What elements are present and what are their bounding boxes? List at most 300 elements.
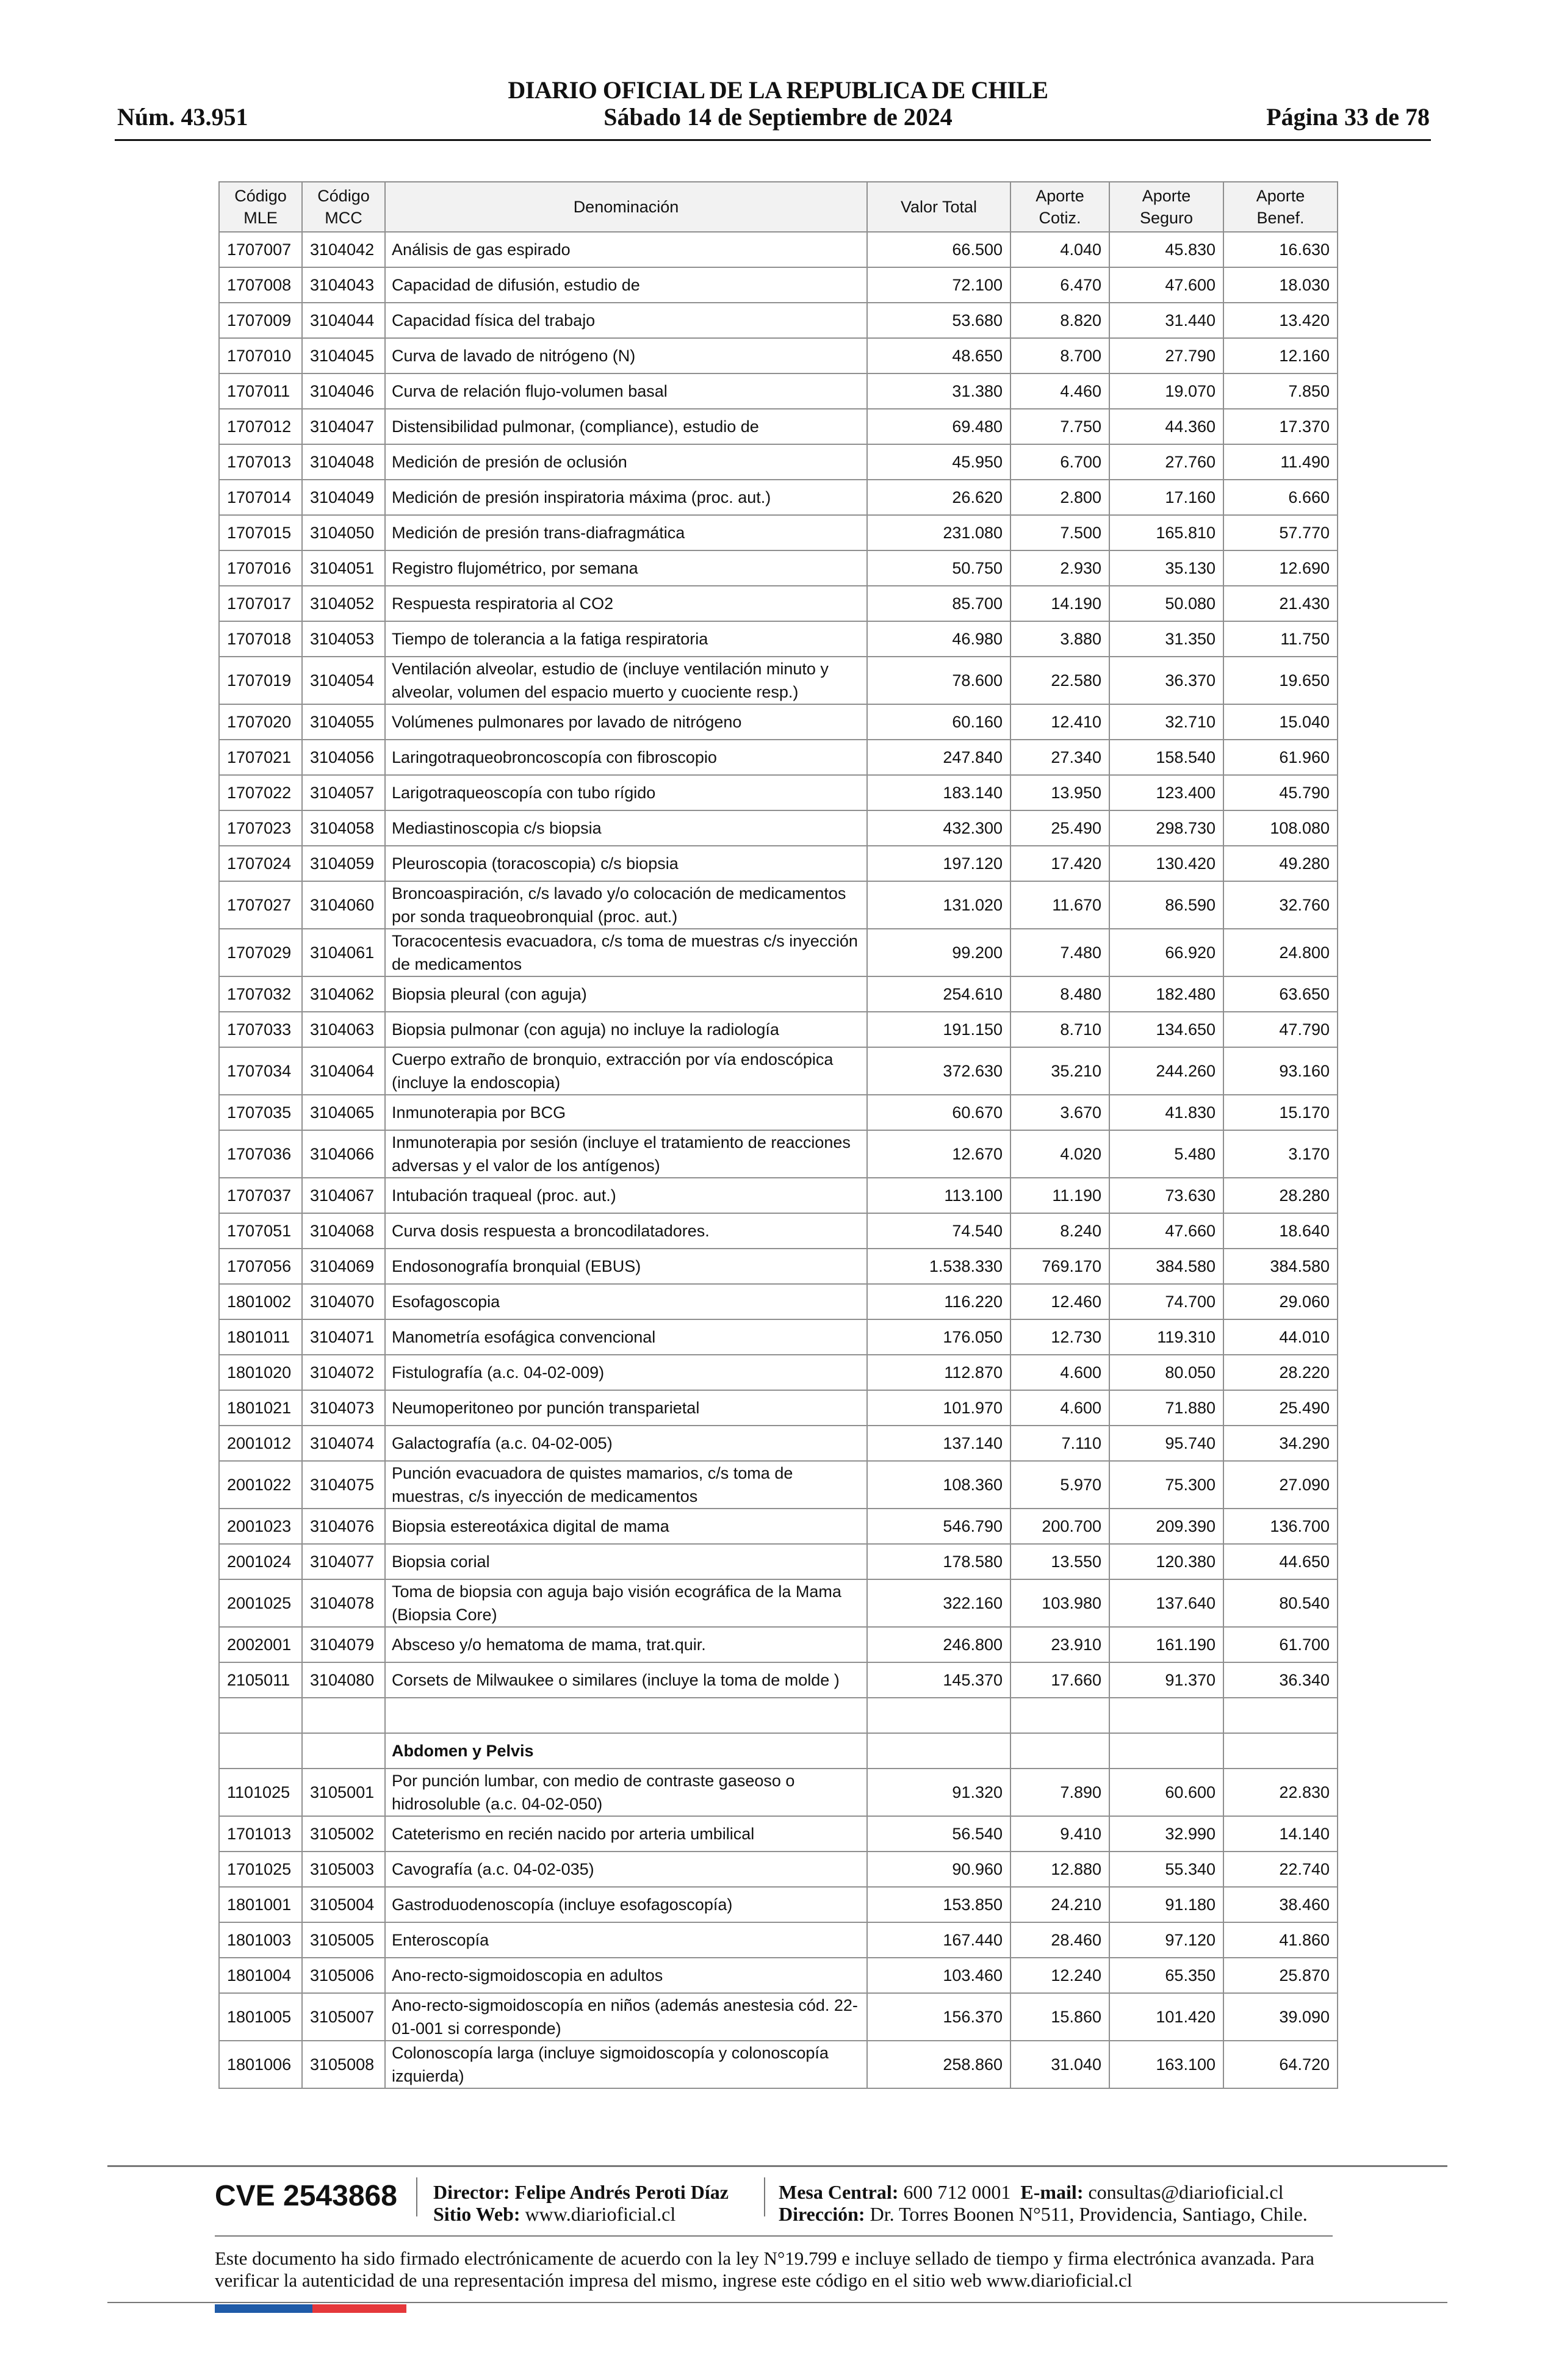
cell-valor-total: 116.220 bbox=[867, 1284, 1010, 1319]
cell-aporte-benef: 28.280 bbox=[1223, 1178, 1338, 1213]
cell-mcc: 3104061 bbox=[302, 929, 385, 976]
cell-aporte-cotiz: 11.670 bbox=[1010, 881, 1109, 929]
cell-aporte-cotiz: 7.480 bbox=[1010, 929, 1109, 976]
cell-mcc: 3105002 bbox=[302, 1816, 385, 1852]
cell-denominacion: Capacidad física del trabajo bbox=[385, 303, 867, 338]
cell-aporte-cotiz: 8.240 bbox=[1010, 1213, 1109, 1249]
cell-aporte-cotiz: 13.550 bbox=[1010, 1544, 1109, 1579]
cell-mle: 1707016 bbox=[219, 550, 302, 586]
col-header-mcc: Código MCC bbox=[302, 182, 385, 232]
cell-aporte-seguro: 80.050 bbox=[1109, 1355, 1223, 1390]
cell-aporte-seguro bbox=[1109, 1698, 1223, 1733]
cell-aporte-benef: 22.740 bbox=[1223, 1852, 1338, 1887]
cell-aporte-benef: 11.490 bbox=[1223, 444, 1338, 480]
cell-valor-total: 91.320 bbox=[867, 1769, 1010, 1816]
cell-mle: 1707008 bbox=[219, 267, 302, 303]
cell-mcc: 3104051 bbox=[302, 550, 385, 586]
cell-mle: 1701025 bbox=[219, 1852, 302, 1887]
cell-aporte-seguro: 27.760 bbox=[1109, 444, 1223, 480]
cell-mle: 1707033 bbox=[219, 1012, 302, 1047]
cell-aporte-seguro: 163.100 bbox=[1109, 2041, 1223, 2088]
cell-denominacion: Volúmenes pulmonares por lavado de nitrógeno bbox=[385, 704, 867, 740]
cell-mle: 1707011 bbox=[219, 373, 302, 409]
cell-valor-total: 53.680 bbox=[867, 303, 1010, 338]
cell-denominacion: Curva de lavado de nitrógeno (N) bbox=[385, 338, 867, 373]
cell-valor-total: 56.540 bbox=[867, 1816, 1010, 1852]
cell-aporte-benef: 34.290 bbox=[1223, 1426, 1338, 1461]
cell-valor-total: 108.360 bbox=[867, 1461, 1010, 1509]
cell-valor-total: 178.580 bbox=[867, 1544, 1010, 1579]
cell-aporte-seguro: 86.590 bbox=[1109, 881, 1223, 929]
cell-mcc: 3104045 bbox=[302, 338, 385, 373]
page-header bbox=[0, 0, 1556, 146]
cell-mcc: 3104079 bbox=[302, 1627, 385, 1662]
cell-aporte-seguro: 45.830 bbox=[1109, 232, 1223, 267]
cell-aporte-cotiz: 11.190 bbox=[1010, 1178, 1109, 1213]
table-row bbox=[219, 881, 1338, 929]
cell-aporte-seguro: 35.130 bbox=[1109, 550, 1223, 586]
cell-aporte-seguro: 47.600 bbox=[1109, 267, 1223, 303]
cell-mle: 2001023 bbox=[219, 1509, 302, 1544]
cell-valor-total: 101.970 bbox=[867, 1390, 1010, 1426]
cell-valor-total: 322.160 bbox=[867, 1579, 1010, 1627]
cell-denominacion: Ano-recto-sigmoidoscopía en niños (además anestesia cód. 22-01-001 si corresponde) bbox=[385, 1993, 867, 2041]
cell-valor-total: 246.800 bbox=[867, 1627, 1010, 1662]
cell-aporte-seguro: 31.350 bbox=[1109, 621, 1223, 657]
table-row bbox=[219, 303, 1338, 338]
cell-aporte-benef: 93.160 bbox=[1223, 1047, 1338, 1095]
cell-valor-total: 546.790 bbox=[867, 1509, 1010, 1544]
table-row bbox=[219, 976, 1338, 1012]
mesa-label: Mesa Central: bbox=[779, 2181, 899, 2203]
cell-valor-total: 231.080 bbox=[867, 515, 1010, 550]
table-row bbox=[219, 1698, 1338, 1733]
cell-aporte-benef: 7.850 bbox=[1223, 373, 1338, 409]
website-label: Sitio Web: bbox=[433, 2203, 520, 2225]
col-header-denominacion: Denominación bbox=[385, 182, 867, 232]
cell-valor-total: 258.860 bbox=[867, 2041, 1010, 2088]
cell-aporte-seguro: 91.180 bbox=[1109, 1887, 1223, 1922]
cell-mcc: 3104054 bbox=[302, 657, 385, 704]
table-row bbox=[219, 480, 1338, 515]
table-body bbox=[219, 232, 1338, 2088]
cell-aporte-benef: 13.420 bbox=[1223, 303, 1338, 338]
cell-mcc: 3104077 bbox=[302, 1544, 385, 1579]
cell-valor-total: 74.540 bbox=[867, 1213, 1010, 1249]
section-row bbox=[219, 1733, 1338, 1769]
cell-aporte-seguro: 244.260 bbox=[1109, 1047, 1223, 1095]
cell-denominacion: Capacidad de difusión, estudio de bbox=[385, 267, 867, 303]
cell-aporte-seguro: 161.190 bbox=[1109, 1627, 1223, 1662]
cell-valor-total: 60.670 bbox=[867, 1095, 1010, 1130]
cell-denominacion: Respuesta respiratoria al CO2 bbox=[385, 586, 867, 621]
cell-valor-total: 66.500 bbox=[867, 232, 1010, 267]
cell-denominacion: Biopsia corial bbox=[385, 1544, 867, 1579]
cell-denominacion: Biopsia pleural (con aguja) bbox=[385, 976, 867, 1012]
cell-aporte-cotiz: 6.700 bbox=[1010, 444, 1109, 480]
cell-aporte-seguro: 165.810 bbox=[1109, 515, 1223, 550]
cell-denominacion: Gastroduodenoscopía (incluye esofagoscopía) bbox=[385, 1887, 867, 1922]
cell-denominacion: Toracocentesis evacuadora, c/s toma de muestras c/s inyección de medicamentos bbox=[385, 929, 867, 976]
cell-aporte-cotiz: 7.500 bbox=[1010, 515, 1109, 550]
cell-mcc: 3104047 bbox=[302, 409, 385, 444]
cell-aporte-benef: 12.690 bbox=[1223, 550, 1338, 586]
cell-aporte-seguro: 60.600 bbox=[1109, 1769, 1223, 1816]
cell-mle: 1707032 bbox=[219, 976, 302, 1012]
cell-denominacion: Corsets de Milwaukee o similares (incluye la toma de molde ) bbox=[385, 1662, 867, 1698]
cell-aporte-cotiz: 23.910 bbox=[1010, 1627, 1109, 1662]
cell-aporte-cotiz: 200.700 bbox=[1010, 1509, 1109, 1544]
cell-aporte-cotiz: 8.710 bbox=[1010, 1012, 1109, 1047]
col-header-aporte-seguro: Aporte Seguro bbox=[1109, 182, 1223, 232]
cell-valor-total: 176.050 bbox=[867, 1319, 1010, 1355]
cell-aporte-benef: 16.630 bbox=[1223, 232, 1338, 267]
cell-valor-total bbox=[867, 1733, 1010, 1769]
cell-mle: 1707027 bbox=[219, 881, 302, 929]
table-row bbox=[219, 1816, 1338, 1852]
cell-aporte-benef: 18.030 bbox=[1223, 267, 1338, 303]
section-title: Abdomen y Pelvis bbox=[385, 1733, 867, 1769]
cell-aporte-seguro: 119.310 bbox=[1109, 1319, 1223, 1355]
cell-valor-total: 113.100 bbox=[867, 1178, 1010, 1213]
cell-aporte-seguro bbox=[1109, 1733, 1223, 1769]
cell-aporte-cotiz: 103.980 bbox=[1010, 1579, 1109, 1627]
col-header-aporte-cotiz: Aporte Cotiz. bbox=[1010, 182, 1109, 232]
table-row bbox=[219, 1047, 1338, 1095]
cell-valor-total: 432.300 bbox=[867, 810, 1010, 846]
issue-number: Núm. 43.951 bbox=[117, 103, 248, 131]
cell-aporte-seguro: 120.380 bbox=[1109, 1544, 1223, 1579]
cell-aporte-benef: 12.160 bbox=[1223, 338, 1338, 373]
table-row bbox=[219, 515, 1338, 550]
cell-valor-total: 60.160 bbox=[867, 704, 1010, 740]
cell-mcc: 3104053 bbox=[302, 621, 385, 657]
cell-denominacion: Galactografía (a.c. 04-02-005) bbox=[385, 1426, 867, 1461]
cell-valor-total: 31.380 bbox=[867, 373, 1010, 409]
cell-mcc: 3104060 bbox=[302, 881, 385, 929]
cell-mle bbox=[219, 1733, 302, 1769]
cell-aporte-seguro: 130.420 bbox=[1109, 846, 1223, 881]
cell-mcc: 3104063 bbox=[302, 1012, 385, 1047]
cell-denominacion: Medición de presión de oclusión bbox=[385, 444, 867, 480]
cell-mle: 1707037 bbox=[219, 1178, 302, 1213]
cell-aporte-cotiz: 4.020 bbox=[1010, 1130, 1109, 1178]
address-label: Dirección: bbox=[779, 2203, 865, 2225]
cell-mcc: 3104046 bbox=[302, 373, 385, 409]
address-value: Dr. Torres Boonen N°511, Providencia, Santiago, Chile. bbox=[870, 2203, 1308, 2225]
cell-aporte-cotiz: 4.600 bbox=[1010, 1390, 1109, 1426]
cell-mcc: 3104071 bbox=[302, 1319, 385, 1355]
cell-aporte-seguro: 5.480 bbox=[1109, 1130, 1223, 1178]
cell-mcc: 3104055 bbox=[302, 704, 385, 740]
table-row bbox=[219, 1355, 1338, 1390]
table-row bbox=[219, 1887, 1338, 1922]
cell-mle: 1707014 bbox=[219, 480, 302, 515]
publication-date: Sábado 14 de Septiembre de 2024 bbox=[603, 103, 953, 131]
cell-mcc: 3104068 bbox=[302, 1213, 385, 1249]
cell-aporte-cotiz: 2.930 bbox=[1010, 550, 1109, 586]
cell-mle: 1707035 bbox=[219, 1095, 302, 1130]
cell-mle: 2001022 bbox=[219, 1461, 302, 1509]
cell-valor-total: 85.700 bbox=[867, 586, 1010, 621]
cell-denominacion: Cuerpo extraño de bronquio, extracción por vía endoscópica (incluye la endoscopia) bbox=[385, 1047, 867, 1095]
cell-valor-total: 137.140 bbox=[867, 1426, 1010, 1461]
cell-aporte-benef: 63.650 bbox=[1223, 976, 1338, 1012]
cell-aporte-benef: 57.770 bbox=[1223, 515, 1338, 550]
cell-valor-total: 145.370 bbox=[867, 1662, 1010, 1698]
table-row bbox=[219, 444, 1338, 480]
cell-denominacion: Broncoaspiración, c/s lavado y/o colocación de medicamentos por sonda traqueobronquial (proc. aut.) bbox=[385, 881, 867, 929]
cell-aporte-seguro: 32.710 bbox=[1109, 704, 1223, 740]
cell-mcc: 3104076 bbox=[302, 1509, 385, 1544]
cell-aporte-seguro: 66.920 bbox=[1109, 929, 1223, 976]
cell-mcc: 3104059 bbox=[302, 846, 385, 881]
cell-mle: 1801003 bbox=[219, 1922, 302, 1958]
cell-valor-total: 156.370 bbox=[867, 1993, 1010, 2041]
cell-aporte-benef: 29.060 bbox=[1223, 1284, 1338, 1319]
cell-denominacion: Ano-recto-sigmoidoscopia en adultos bbox=[385, 1958, 867, 1993]
cell-aporte-cotiz: 7.890 bbox=[1010, 1769, 1109, 1816]
cell-mcc: 3104074 bbox=[302, 1426, 385, 1461]
cell-mle: 1707022 bbox=[219, 775, 302, 810]
cell-denominacion: Medición de presión trans-diafragmática bbox=[385, 515, 867, 550]
cell-mle: 1707034 bbox=[219, 1047, 302, 1095]
email-link[interactable]: consultas@diarioficial.cl bbox=[1088, 2181, 1284, 2203]
cell-mle: 1707015 bbox=[219, 515, 302, 550]
cell-mcc: 3105003 bbox=[302, 1852, 385, 1887]
cell-aporte-benef: 61.700 bbox=[1223, 1627, 1338, 1662]
cell-denominacion: Curva de relación flujo-volumen basal bbox=[385, 373, 867, 409]
price-table bbox=[218, 181, 1338, 2089]
footer-contact-block bbox=[779, 2181, 1308, 2225]
cell-mle: 1701013 bbox=[219, 1816, 302, 1852]
cell-aporte-cotiz: 12.880 bbox=[1010, 1852, 1109, 1887]
table-row bbox=[219, 1426, 1338, 1461]
table-row bbox=[219, 1012, 1338, 1047]
cell-aporte-cotiz: 7.750 bbox=[1010, 409, 1109, 444]
table-row bbox=[219, 1284, 1338, 1319]
cell-valor-total: 372.630 bbox=[867, 1047, 1010, 1095]
cell-denominacion: Colonoscopía larga (incluye sigmoidoscopía y colonoscopía izquierda) bbox=[385, 2041, 867, 2088]
cell-valor-total: 45.950 bbox=[867, 444, 1010, 480]
cell-denominacion: Enteroscopía bbox=[385, 1922, 867, 1958]
table-row bbox=[219, 338, 1338, 373]
cell-denominacion: Esofagoscopia bbox=[385, 1284, 867, 1319]
cell-aporte-seguro: 91.370 bbox=[1109, 1662, 1223, 1698]
col-header-valor-total: Valor Total bbox=[867, 182, 1010, 232]
cell-denominacion: Cavografía (a.c. 04-02-035) bbox=[385, 1852, 867, 1887]
table-row bbox=[219, 2041, 1338, 2088]
cell-aporte-seguro: 19.070 bbox=[1109, 373, 1223, 409]
cell-mcc: 3104069 bbox=[302, 1249, 385, 1284]
cell-aporte-cotiz: 7.110 bbox=[1010, 1426, 1109, 1461]
cell-mcc: 3104057 bbox=[302, 775, 385, 810]
cell-aporte-seguro: 182.480 bbox=[1109, 976, 1223, 1012]
cell-mcc: 3104073 bbox=[302, 1390, 385, 1426]
cell-aporte-seguro: 134.650 bbox=[1109, 1012, 1223, 1047]
cell-mle: 1707019 bbox=[219, 657, 302, 704]
footer-divider-bottom bbox=[107, 2302, 1447, 2303]
cell-aporte-cotiz: 12.730 bbox=[1010, 1319, 1109, 1355]
cell-mle: 2002001 bbox=[219, 1627, 302, 1662]
cell-mle: 1801001 bbox=[219, 1887, 302, 1922]
cell-aporte-seguro: 17.160 bbox=[1109, 480, 1223, 515]
page-number: Página 33 de 78 bbox=[1266, 103, 1430, 131]
cell-denominacion: Curva dosis respuesta a broncodilatadores. bbox=[385, 1213, 867, 1249]
brand-bar-red bbox=[312, 2304, 406, 2313]
cell-aporte-seguro: 55.340 bbox=[1109, 1852, 1223, 1887]
cell-mcc: 3104078 bbox=[302, 1579, 385, 1627]
cell-valor-total: 48.650 bbox=[867, 338, 1010, 373]
cell-denominacion: Neumoperitoneo por punción transparietal bbox=[385, 1390, 867, 1426]
cell-denominacion: Distensibilidad pulmonar, (compliance), estudio de bbox=[385, 409, 867, 444]
cell-aporte-cotiz bbox=[1010, 1733, 1109, 1769]
cell-aporte-benef: 15.170 bbox=[1223, 1095, 1338, 1130]
cell-aporte-benef: 44.010 bbox=[1223, 1319, 1338, 1355]
cell-aporte-seguro: 137.640 bbox=[1109, 1579, 1223, 1627]
cell-mle: 1101025 bbox=[219, 1769, 302, 1816]
director-label: Director: bbox=[433, 2181, 510, 2203]
table-row bbox=[219, 267, 1338, 303]
table-row bbox=[219, 1579, 1338, 1627]
cell-aporte-seguro: 298.730 bbox=[1109, 810, 1223, 846]
cell-aporte-benef: 136.700 bbox=[1223, 1509, 1338, 1544]
table-row bbox=[219, 775, 1338, 810]
cell-mle: 1707051 bbox=[219, 1213, 302, 1249]
cell-aporte-benef: 21.430 bbox=[1223, 586, 1338, 621]
cell-aporte-benef: 25.870 bbox=[1223, 1958, 1338, 1993]
cell-aporte-cotiz: 6.470 bbox=[1010, 267, 1109, 303]
website-link[interactable]: www.diarioficial.cl bbox=[525, 2203, 676, 2225]
cell-aporte-cotiz: 17.420 bbox=[1010, 846, 1109, 881]
cell-mcc: 3104072 bbox=[302, 1355, 385, 1390]
cell-aporte-cotiz: 35.210 bbox=[1010, 1047, 1109, 1095]
cell-valor-total: 50.750 bbox=[867, 550, 1010, 586]
cell-aporte-cotiz: 14.190 bbox=[1010, 586, 1109, 621]
table-row bbox=[219, 1319, 1338, 1355]
table-row bbox=[219, 1249, 1338, 1284]
cell-mcc: 3104048 bbox=[302, 444, 385, 480]
cell-aporte-benef: 11.750 bbox=[1223, 621, 1338, 657]
cell-aporte-benef bbox=[1223, 1733, 1338, 1769]
footer-separator bbox=[416, 2177, 417, 2216]
cell-mle: 1707024 bbox=[219, 846, 302, 881]
table-row bbox=[219, 1095, 1338, 1130]
cell-valor-total: 247.840 bbox=[867, 740, 1010, 775]
cell-denominacion: Cateterismo en recién nacido por arteria umbilical bbox=[385, 1816, 867, 1852]
cell-denominacion: Fistulografía (a.c. 04-02-009) bbox=[385, 1355, 867, 1390]
cell-valor-total: 1.538.330 bbox=[867, 1249, 1010, 1284]
cell-mle: 1707012 bbox=[219, 409, 302, 444]
cell-aporte-benef: 108.080 bbox=[1223, 810, 1338, 846]
cell-valor-total: 69.480 bbox=[867, 409, 1010, 444]
cell-denominacion: Tiempo de tolerancia a la fatiga respiratoria bbox=[385, 621, 867, 657]
cell-mcc: 3105005 bbox=[302, 1922, 385, 1958]
cell-mcc: 3104067 bbox=[302, 1178, 385, 1213]
table-row bbox=[219, 1922, 1338, 1958]
cell-mle: 1707018 bbox=[219, 621, 302, 657]
cell-valor-total: 131.020 bbox=[867, 881, 1010, 929]
cell-denominacion: Larigotraqueoscopía con tubo rígido bbox=[385, 775, 867, 810]
table-row bbox=[219, 1213, 1338, 1249]
cell-aporte-benef: 3.170 bbox=[1223, 1130, 1338, 1178]
footer-separator bbox=[764, 2177, 765, 2216]
cell-mcc: 3104042 bbox=[302, 232, 385, 267]
cell-mle: 1707036 bbox=[219, 1130, 302, 1178]
cell-denominacion: Punción evacuadora de quistes mamarios, c/s toma de muestras, c/s inyección de medicamentos bbox=[385, 1461, 867, 1509]
cell-denominacion: Mediastinoscopia c/s biopsia bbox=[385, 810, 867, 846]
table-row bbox=[219, 1178, 1338, 1213]
col-header-mle: Código MLE bbox=[219, 182, 302, 232]
cell-valor-total: 167.440 bbox=[867, 1922, 1010, 1958]
cell-aporte-cotiz: 13.950 bbox=[1010, 775, 1109, 810]
cell-aporte-seguro: 97.120 bbox=[1109, 1922, 1223, 1958]
cell-denominacion: Ventilación alveolar, estudio de (incluye ventilación minuto y alveolar, volumen del espacio muerto y cuociente resp.) bbox=[385, 657, 867, 704]
cell-aporte-benef: 80.540 bbox=[1223, 1579, 1338, 1627]
cell-valor-total: 197.120 bbox=[867, 846, 1010, 881]
cell-mle: 1801002 bbox=[219, 1284, 302, 1319]
cell-mle: 1707007 bbox=[219, 232, 302, 267]
cell-valor-total: 78.600 bbox=[867, 657, 1010, 704]
cell-aporte-seguro: 32.990 bbox=[1109, 1816, 1223, 1852]
table-row bbox=[219, 1544, 1338, 1579]
cell-mcc: 3105001 bbox=[302, 1769, 385, 1816]
cell-aporte-benef: 41.860 bbox=[1223, 1922, 1338, 1958]
col-header-aporte-benef: Aporte Benef. bbox=[1223, 182, 1338, 232]
cell-mle: 1801004 bbox=[219, 1958, 302, 1993]
cell-valor-total: 153.850 bbox=[867, 1887, 1010, 1922]
table-row bbox=[219, 1662, 1338, 1698]
cell-aporte-seguro: 74.700 bbox=[1109, 1284, 1223, 1319]
cell-mcc: 3104044 bbox=[302, 303, 385, 338]
cell-mle bbox=[219, 1698, 302, 1733]
table-row bbox=[219, 1769, 1338, 1816]
cell-aporte-cotiz: 27.340 bbox=[1010, 740, 1109, 775]
cell-aporte-seguro: 41.830 bbox=[1109, 1095, 1223, 1130]
cell-aporte-cotiz: 2.800 bbox=[1010, 480, 1109, 515]
cell-valor-total: 26.620 bbox=[867, 480, 1010, 515]
table-header-row bbox=[219, 182, 1338, 232]
cell-denominacion: Absceso y/o hematoma de mama, trat.quir. bbox=[385, 1627, 867, 1662]
cell-aporte-cotiz: 3.880 bbox=[1010, 621, 1109, 657]
cell-aporte-cotiz: 3.670 bbox=[1010, 1095, 1109, 1130]
cell-denominacion: Por punción lumbar, con medio de contraste gaseoso o hidrosoluble (a.c. 04-02-050) bbox=[385, 1769, 867, 1816]
cell-aporte-benef: 17.370 bbox=[1223, 409, 1338, 444]
footer-divider-top bbox=[107, 2165, 1447, 2167]
cell-mcc bbox=[302, 1733, 385, 1769]
cell-aporte-cotiz: 28.460 bbox=[1010, 1922, 1109, 1958]
table-row bbox=[219, 846, 1338, 881]
cell-valor-total: 46.980 bbox=[867, 621, 1010, 657]
table-row bbox=[219, 373, 1338, 409]
cell-mle: 1801020 bbox=[219, 1355, 302, 1390]
cell-denominacion: Pleuroscopia (toracoscopia) c/s biopsia bbox=[385, 846, 867, 881]
cell-aporte-benef: 27.090 bbox=[1223, 1461, 1338, 1509]
cell-mle: 2105011 bbox=[219, 1662, 302, 1698]
cell-denominacion bbox=[385, 1698, 867, 1733]
cell-mcc: 3104065 bbox=[302, 1095, 385, 1130]
table-row bbox=[219, 1852, 1338, 1887]
cell-aporte-cotiz: 25.490 bbox=[1010, 810, 1109, 846]
cell-denominacion: Toma de biopsia con aguja bajo visión ecográfica de la Mama (Biopsia Core) bbox=[385, 1579, 867, 1627]
cell-aporte-benef: 28.220 bbox=[1223, 1355, 1338, 1390]
cell-valor-total: 99.200 bbox=[867, 929, 1010, 976]
cell-denominacion: Medición de presión inspiratoria máxima (proc. aut.) bbox=[385, 480, 867, 515]
cell-aporte-cotiz: 24.210 bbox=[1010, 1887, 1109, 1922]
cell-aporte-cotiz: 15.860 bbox=[1010, 1993, 1109, 2041]
cell-aporte-benef: 39.090 bbox=[1223, 1993, 1338, 2041]
cell-denominacion: Intubación traqueal (proc. aut.) bbox=[385, 1178, 867, 1213]
